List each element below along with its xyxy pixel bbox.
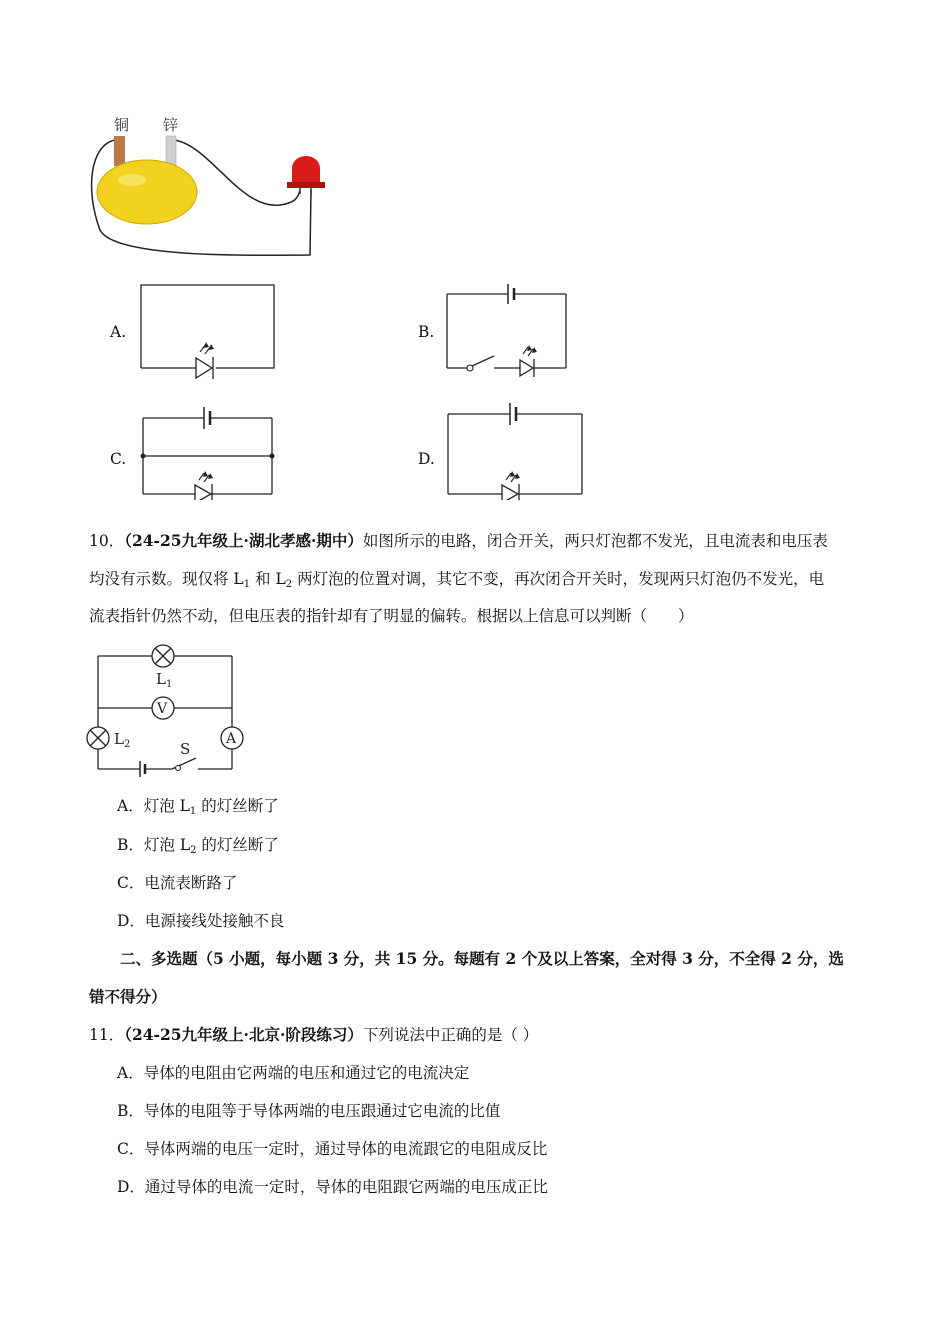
q10-sub-2: 2 <box>285 579 293 590</box>
section2-heading-line2: 错不得分） <box>89 987 167 1006</box>
option-c-label[interactable]: C. <box>110 450 127 468</box>
zinc-label: 锌 <box>163 116 179 134</box>
lemon-battery-figure <box>70 110 340 270</box>
copper-label: 铜 <box>114 116 130 134</box>
q11-stem <box>89 1024 538 1046</box>
q10-circuit-figure <box>86 644 256 778</box>
lemon-shape <box>97 160 197 224</box>
circuit-option-a <box>138 282 278 382</box>
q10-sub-1: 1 <box>243 579 251 590</box>
option-a-label[interactable]: A. <box>110 323 127 341</box>
q10-number: 10． <box>89 532 125 550</box>
q10-line2 <box>89 568 824 590</box>
q10-option-a-sub: 1 <box>189 806 197 817</box>
option-b-label[interactable]: B. <box>418 323 435 341</box>
q10-line3: 流表指针仍然不动，但电压表的指针却有了明显的偏转。根据以上信息可以判断（ ） <box>89 607 694 625</box>
q10-option-a[interactable] <box>117 795 279 817</box>
section2-heading-line1: 二、多选题（5 小题，每小题 3 分，共 15 分。每题有 2 个及以上答案，全对得 3 分，不全得 2 分，选 <box>120 949 844 968</box>
q11-option-b[interactable]: B．导体的电阻等于导体两端的电压跟通过它电流的比值 <box>117 1102 501 1120</box>
zinc-electrode <box>166 136 176 166</box>
q10-option-b-sub: 2 <box>190 845 197 856</box>
led-symbol-icon <box>195 485 211 500</box>
q10-line1-text: 如图所示的电路，闭合开关，两只灯泡都不发光，且电流表和电压表 <box>362 532 828 550</box>
copper-electrode <box>114 136 125 166</box>
q10-line1 <box>89 530 828 552</box>
q10-line2-part-b: 和 L <box>250 570 286 588</box>
q10-option-a-post: 的灯丝断了 <box>196 797 279 815</box>
q11-option-d[interactable]: D．通过导体的电流一定时，导体的电阻跟它两端的电压成正比 <box>117 1178 548 1196</box>
circuit-option-b <box>444 282 574 382</box>
q10-option-c[interactable]: C．电流表断路了 <box>117 874 238 892</box>
q11-option-c[interactable]: C．导体两端的电压一定时，通过导体的电流跟它的电阻成反比 <box>117 1140 548 1158</box>
q11-number: 11． <box>89 1026 125 1044</box>
q11-source: （24-25九年级上·北京·阶段练习） <box>124 1025 363 1044</box>
ammeter-label: A <box>226 731 237 747</box>
q11-stem-text: 下列说法中正确的是（ ） <box>362 1026 539 1044</box>
circuit-option-d <box>444 400 589 500</box>
q10-option-d[interactable]: D．电源接线处接触不良 <box>117 912 285 930</box>
led-icon <box>292 156 320 182</box>
q10-option-a-pre: A．灯泡 L <box>117 797 190 815</box>
option-d-label[interactable]: D. <box>418 450 435 468</box>
voltmeter-label: V <box>157 701 168 717</box>
q10-line2-part-a: 均没有示数。现仅将 L <box>89 570 244 588</box>
l2-label: $L_2$ <box>114 730 131 750</box>
q10-source: （24-25九年级上·湖北孝感·期中） <box>124 531 363 550</box>
q10-option-b[interactable] <box>117 834 279 856</box>
l1-label: $L_1$ <box>156 670 173 690</box>
q10-option-b-pre: B．灯泡 L <box>117 836 191 854</box>
led-symbol-icon <box>196 358 212 378</box>
lemon-highlight <box>118 174 146 186</box>
circuit-option-c <box>138 400 278 500</box>
q11-option-a[interactable]: A．导体的电阻由它两端的电压和通过它的电流决定 <box>117 1064 470 1082</box>
led-symbol-icon <box>502 485 518 500</box>
q10-option-b-post: 的灯丝断了 <box>196 836 279 854</box>
led-symbol-icon <box>520 360 533 376</box>
switch-label: S <box>180 740 191 758</box>
q10-line2-part-c: 两灯泡的位置对调，其它不变，再次闭合开关时，发现两只灯泡仍不发光，电 <box>292 570 825 588</box>
led-base <box>287 182 325 188</box>
